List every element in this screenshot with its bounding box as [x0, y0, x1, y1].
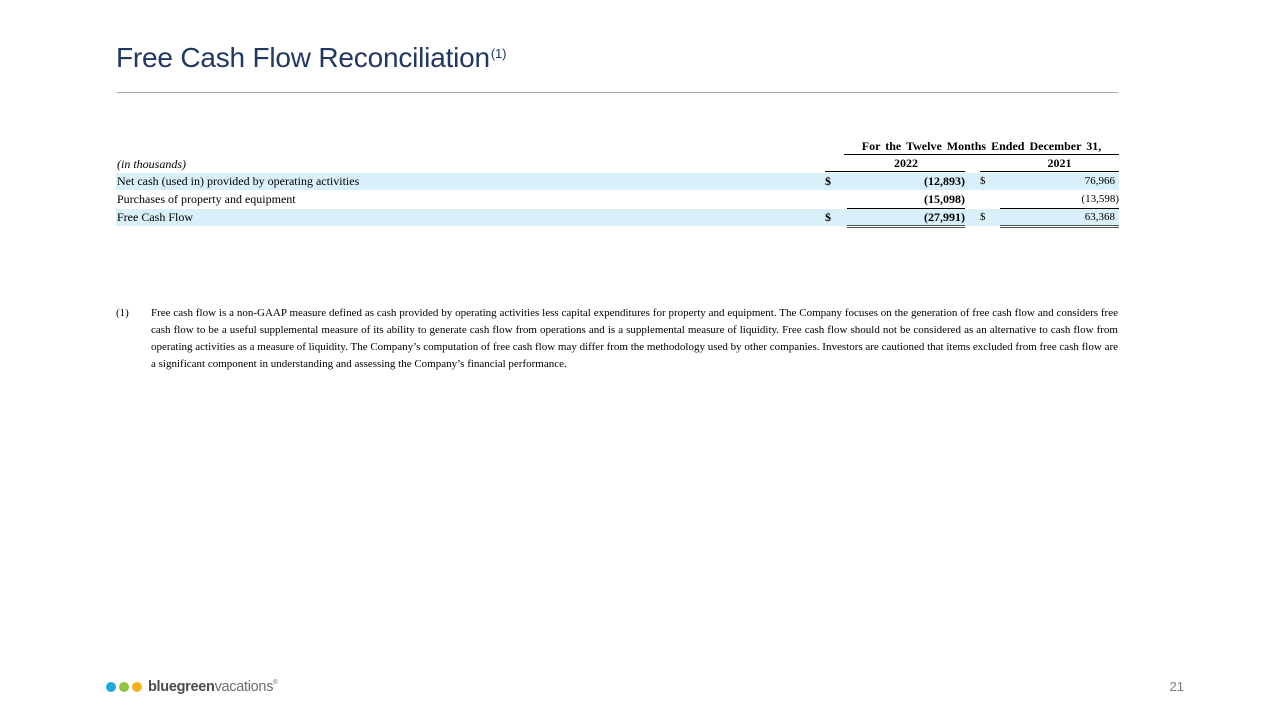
table-row-operating-activities	[116, 173, 1119, 190]
footnote-marker: (1)	[116, 307, 129, 319]
currency-2022: $	[825, 174, 831, 188]
column-header-2022: 2022	[847, 156, 965, 172]
page-number: 21	[1169, 679, 1184, 694]
value-2022: (27,991)	[924, 210, 965, 224]
units-label: (in thousands)	[117, 157, 186, 171]
currency-2022: $	[825, 210, 831, 224]
logo-dot-blue	[106, 682, 116, 692]
footnote-text: Free cash flow is a non-GAAP measure defined as cash provided by operating activities less capital expenditures for property and equipment. The Company focuses on the generation of free cash flow and considers free cash flow to be a useful supplemental measure of its ability to generate cash flow from operations and is a supplemental measure of liquidity. Free cash flow should not be considered as an alternative to cash flow from operating activities as a measure of liquidity. The Company’s computation of free cash flow may differ from the methodology used by other companies. Investors are cautioned that items excluded from free cash flow are a significant component in understanding and assessing the Company’s financial performance.	[151, 307, 1118, 370]
currency-2021: $	[980, 175, 986, 187]
value-2022: (15,098)	[924, 192, 965, 206]
reconciliation-table	[116, 138, 1119, 238]
title-divider	[117, 92, 1118, 93]
logo-dot-yellow	[132, 682, 142, 692]
bluegreen-vacations-logo	[106, 678, 277, 696]
column-header-2021: 2021	[1000, 156, 1119, 172]
logo-trademark: ®	[273, 680, 278, 686]
currency-2021: $	[980, 211, 986, 223]
row-label: Net cash (used in) provided by operating activities	[117, 174, 360, 188]
row-label: Purchases of property and equipment	[117, 192, 296, 206]
title-footnote-ref: (1)	[490, 46, 507, 61]
table-row-purchases-ppe	[116, 191, 1119, 208]
logo-wordmark	[148, 679, 277, 695]
value-2021: (13,598)	[1081, 193, 1119, 205]
page-title	[116, 42, 506, 74]
value-2021: 76,966	[1084, 175, 1115, 187]
row-label: Free Cash Flow	[117, 210, 193, 224]
page-title-text: Free Cash Flow Reconciliation	[116, 42, 490, 73]
header-underline-dollar-2021	[980, 171, 1000, 172]
value-2021: 63,368	[1084, 211, 1115, 223]
logo-word-bluegreen: bluegreen	[148, 679, 215, 695]
period-header: For the Twelve Months Ended December 31,	[844, 138, 1119, 155]
logo-word-vacations: vacations	[214, 679, 274, 695]
logo-dot-green	[119, 682, 129, 692]
value-2022: (12,893)	[924, 174, 965, 188]
total-double-underline-2021	[1000, 225, 1119, 228]
table-row-free-cash-flow	[116, 209, 1119, 226]
header-underline-dollar-2022	[825, 171, 847, 172]
total-double-underline-2022	[847, 225, 965, 228]
